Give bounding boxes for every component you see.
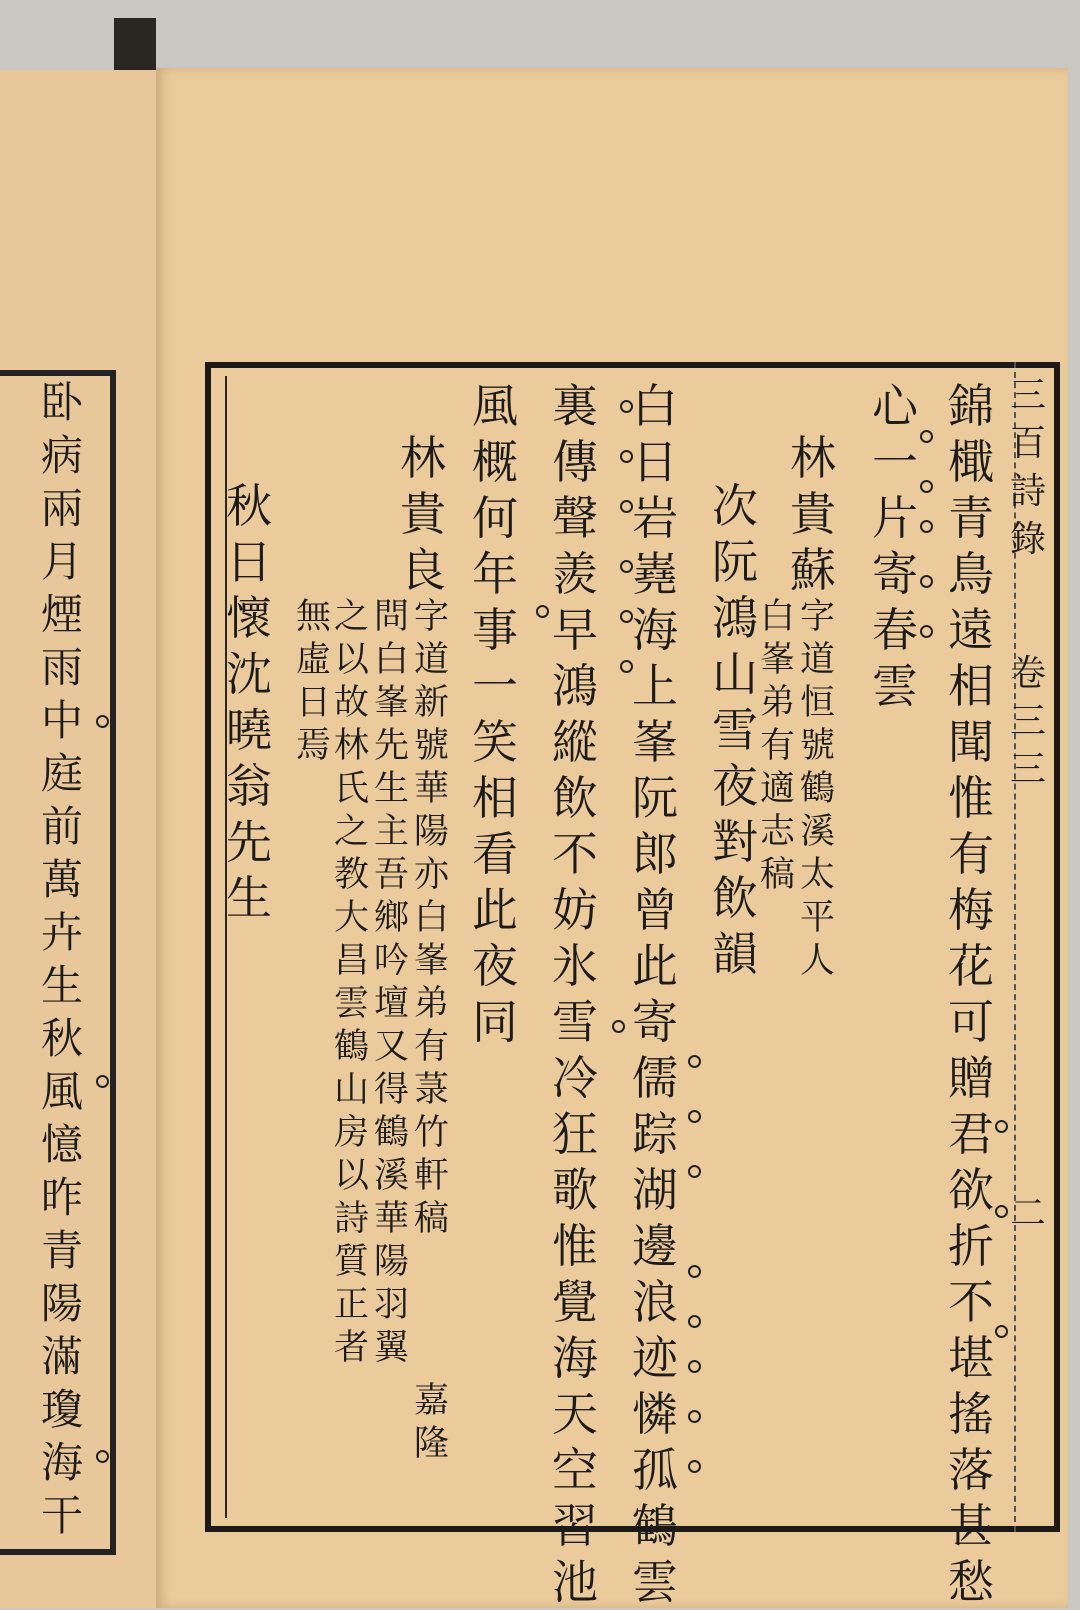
poem2-title: 次 阮 鴻 山 雪 夜 對 飲 韻 <box>712 479 758 981</box>
circle-mark <box>612 1020 625 1033</box>
poem3-era: 嘉 隆 <box>414 1381 450 1464</box>
circle-mark <box>620 560 633 573</box>
poem2-line-3: 風 概 何 年 事 一 笑 相 看 此 夜 同 <box>472 379 518 1049</box>
circle-mark <box>96 1450 109 1463</box>
circle-mark <box>688 1460 701 1473</box>
circle-mark <box>620 610 633 623</box>
circle-mark <box>688 1110 701 1123</box>
circle-mark <box>995 1325 1008 1338</box>
poem2-author: 林 貴 蘇 <box>790 431 836 597</box>
poem3-author-note-d: 無 虛 日 焉 <box>296 597 332 766</box>
poem1-line-2: 心 一 片 寄 春 雲 <box>872 379 918 713</box>
volume-label: 卷 三 三 <box>1010 653 1047 790</box>
circle-mark <box>96 1075 109 1088</box>
circle-mark <box>688 1165 701 1178</box>
circle-mark <box>688 1410 701 1423</box>
poem3-author-note-a: 字 道 新 號 華 陽 亦 白 峯 弟 有 菉 竹 軒 稿 <box>414 597 450 1239</box>
book-title: 三 百 詩 錄 <box>1010 375 1047 560</box>
circle-mark <box>620 400 633 413</box>
circle-mark <box>920 480 933 493</box>
left-page-column: 卧 病 兩 月 煙 雨 中 庭 前 萬 卉 生 秋 風 憶 昨 青 陽 滿 瓊 海 干 <box>40 378 83 1540</box>
circle-mark <box>920 430 933 443</box>
circle-mark <box>920 625 933 638</box>
poem2-line-1: 白 日 岩 嶤 海 上 峯 阮 郎 曾 此 寄 儒 踪 湖 邊 浪 迹 憐 孤 鶴 雲 <box>632 379 678 1609</box>
circle-mark <box>96 715 109 728</box>
poem2-author-note-a: 字 道 恒 號 鶴 溪 太 平 人 <box>800 597 836 981</box>
circle-mark <box>688 1265 701 1278</box>
circle-mark <box>995 1205 1008 1218</box>
circle-mark <box>920 575 933 588</box>
poem3-title: 秋 日 懷 沈 曉 翁 先 生 <box>226 479 272 925</box>
left-page <box>0 70 161 1608</box>
poem2-line-2: 裏 傳 聲 羨 早 鴻 縱 飲 不 妨 氷 雪 冷 狂 歌 惟 覺 海 天 空 習 池 <box>552 379 598 1609</box>
circle-mark <box>620 660 633 673</box>
poem2-author-note-b: 白 峯 弟 有 適 志 稿 <box>760 597 796 895</box>
poem3-author-note-b: 問 白 峯 先 生 主 吾 鄉 吟 壇 又 得 鶴 溪 華 陽 羽 翼 <box>374 597 410 1368</box>
circle-mark <box>995 1120 1008 1133</box>
poem3-author-note-c: 之 以 故 林 氏 之 教 大 昌 雲 鶴 山 房 以 詩 質 正 者 <box>334 597 370 1368</box>
circle-mark <box>620 450 633 463</box>
folio-number: 二 <box>1010 1193 1047 1234</box>
circle-mark <box>688 1055 701 1068</box>
circle-mark <box>920 520 933 533</box>
poem3-author: 林 貴 良 <box>400 431 446 597</box>
circle-mark <box>536 605 549 618</box>
circle-mark <box>688 1315 701 1328</box>
poem1-line-1: 錦 檝 青 鳥 遠 相 聞 惟 有 梅 花 可 贈 君 欲 折 不 堪 搖 落 甚 愁 <box>948 379 994 1609</box>
book-spine <box>114 18 156 74</box>
circle-mark <box>688 1360 701 1373</box>
circle-mark <box>620 500 633 513</box>
